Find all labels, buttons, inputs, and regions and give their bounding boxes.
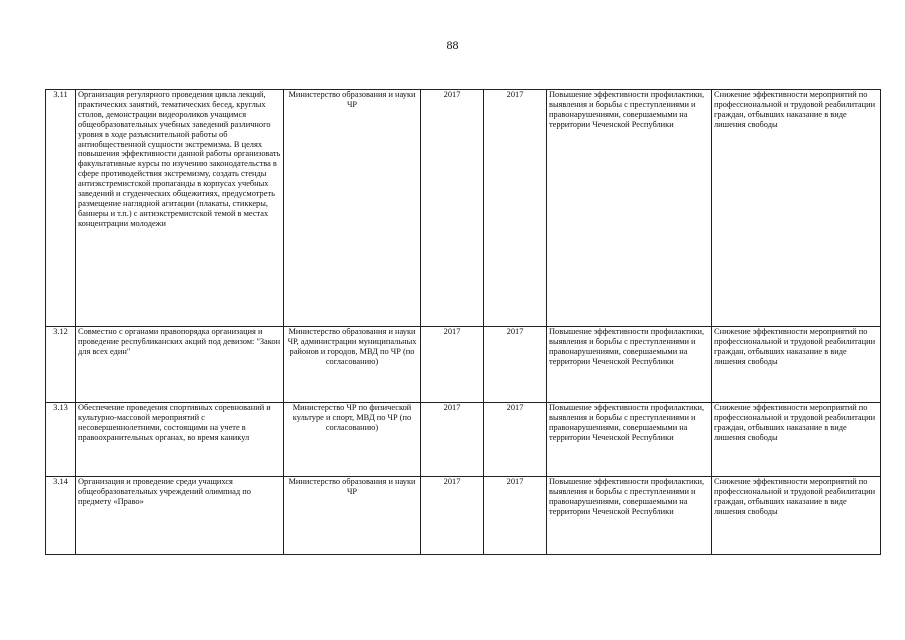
measures-table bbox=[45, 89, 881, 555]
indicator-cell: Снижение эффективности мероприятий по профессиональной и трудовой реабилитации граждан, отбывших наказание в виде лишения свободы bbox=[712, 327, 881, 403]
result-cell: Повышение эффективности профилактики, выявления и борьбы с преступлениями и правонарушениями, совершаемыми на территории Чеченской Республики bbox=[547, 327, 712, 403]
year-end-cell: 2017 bbox=[484, 403, 547, 477]
year-end-cell: 2017 bbox=[484, 90, 547, 327]
activity-cell: Организация и проведение среди учащихся общеобразовательных учреждений олимпиад по предмету «Право» bbox=[76, 477, 284, 555]
year-end-cell: 2017 bbox=[484, 327, 547, 403]
row-number: 3.11 bbox=[46, 90, 76, 327]
activity-cell: Совместно с органами правопорядка организация и проведение республиканских акций под девизом: "Закон для всех един" bbox=[76, 327, 284, 403]
activity-cell: Организация регулярного проведения цикла лекций, практических занятий, тематических бесед, круглых столов, демонстрации видеороликов учащимся общеобразовательных учебных заведений различного уровня в ходе разъяснительной работы об антиобщественной сущности экстремизма. В целях повышения эффективности данной работы организовать факультативные курсы по изучению законодательства в сфере противодействия экстремизму, создать стенды антиэкстремистской пропаганды в корпусах учебных заведений и студенческих общежитиях, предусмотреть размещение наглядной агитации (плакаты, стиккеры, баннеры и т.п.) с антиэкстремистской темой в местах концентрации молодежи bbox=[76, 90, 284, 327]
year-start-cell: 2017 bbox=[421, 403, 484, 477]
executor-cell: Министерство образования и науки ЧР bbox=[284, 90, 421, 327]
result-cell: Повышение эффективности профилактики, выявления и борьбы с преступлениями и правонарушениями, совершаемыми на территории Чеченской Республики bbox=[547, 403, 712, 477]
year-start-cell: 2017 bbox=[421, 327, 484, 403]
table-row bbox=[46, 90, 881, 327]
activity-cell: Обеспечение проведения спортивных соревнований и культурно-массовой мероприятий с несовершеннолетними, состоящими на учете в правоохранительных органах, во время каникул bbox=[76, 403, 284, 477]
page-number: 88 bbox=[446, 38, 459, 52]
table-row bbox=[46, 327, 881, 403]
year-start-cell: 2017 bbox=[421, 477, 484, 555]
row-number: 3.12 bbox=[46, 327, 76, 403]
table-row bbox=[46, 477, 881, 555]
executor-cell: Министерство образования и науки ЧР, администрации муниципальных районов и городов, МВД по ЧР (по согласованию) bbox=[284, 327, 421, 403]
indicator-cell: Снижение эффективности мероприятий по профессиональной и трудовой реабилитации граждан, отбывших наказание в виде лишения свободы bbox=[712, 90, 881, 327]
indicator-cell: Снижение эффективности мероприятий по профессиональной и трудовой реабилитации граждан, отбывших наказание в виде лишения свободы bbox=[712, 403, 881, 477]
executor-cell: Министерство образования и науки ЧР bbox=[284, 477, 421, 555]
table-row bbox=[46, 403, 881, 477]
result-cell: Повышение эффективности профилактики, выявления и борьбы с преступлениями и правонарушениями, совершаемыми на территории Чеченской Республики bbox=[547, 90, 712, 327]
result-cell: Повышение эффективности профилактики, выявления и борьбы с преступлениями и правонарушениями, совершаемыми на территории Чеченской Республики bbox=[547, 477, 712, 555]
year-end-cell: 2017 bbox=[484, 477, 547, 555]
row-number: 3.14 bbox=[46, 477, 76, 555]
indicator-cell: Снижение эффективности мероприятий по профессиональной и трудовой реабилитации граждан, отбывших наказание в виде лишения свободы bbox=[712, 477, 881, 555]
executor-cell: Министерство ЧР по физической культуре и спорт, МВД по ЧР (по согласованию) bbox=[284, 403, 421, 477]
year-start-cell: 2017 bbox=[421, 90, 484, 327]
row-number: 3.13 bbox=[46, 403, 76, 477]
